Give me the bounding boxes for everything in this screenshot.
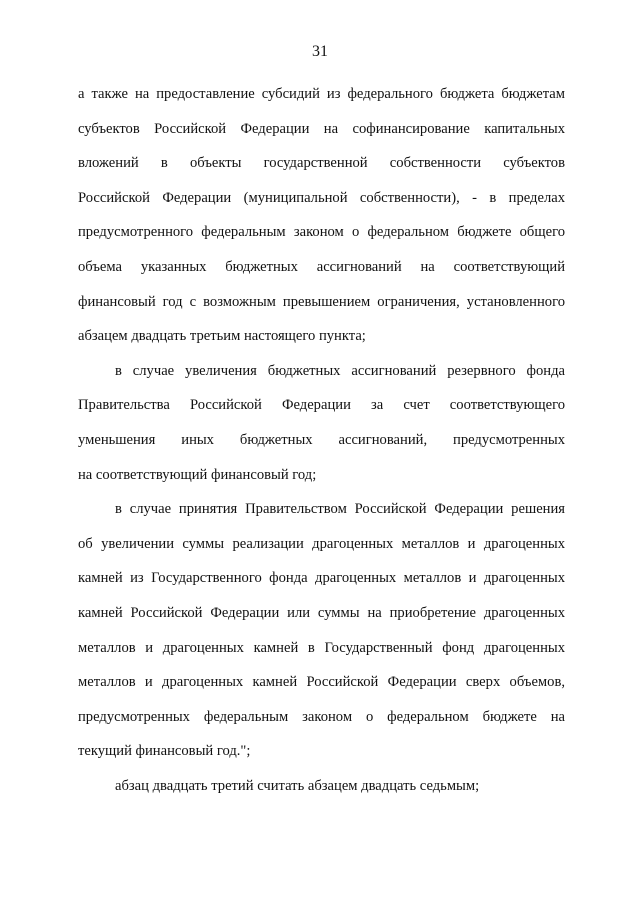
text-line: субъектов Российской Федерации на софинансирование капитальных — [78, 120, 565, 137]
text-line: уменьшения иных бюджетных ассигнований, предусмотренных — [78, 431, 565, 448]
paragraph-precious-metals — [78, 492, 565, 769]
text-line: финансовый год с возможным превышением ограничения, установленного — [78, 293, 565, 310]
text-line: абзацем двадцать третьим настоящего пункта; — [78, 328, 366, 345]
text-line: об увеличении суммы реализации драгоценных металлов и драгоценных — [78, 535, 565, 552]
text-line: Российской Федерации (муниципальной собственности), - в пределах — [78, 189, 565, 206]
text-line: а также на предоставление субсидий из федерального бюджета бюджетам — [78, 86, 565, 102]
text-line: Правительства Российской Федерации за счет соответствующего — [78, 397, 565, 414]
text-line: объема указанных бюджетных ассигнований на соответствующий — [78, 258, 565, 275]
text-line: камней из Государственного фонда драгоценных металлов и драгоценных — [78, 570, 565, 587]
text-line: абзац двадцать третий считать абзацем двадцать седьмым; — [115, 777, 480, 794]
text-line: металлов и драгоценных камней Российской Федерации сверх объемов, — [78, 674, 565, 691]
paragraph-subsidies — [78, 77, 565, 354]
paragraph-renumbering — [78, 769, 565, 804]
text-line: предусмотренного федеральным законом о федеральном бюджете общего — [78, 224, 565, 241]
text-line: текущий финансовый год."; — [78, 743, 251, 760]
text-line: в случае принятия Правительством Российской Федерации решения — [115, 501, 565, 518]
document-body — [78, 77, 565, 803]
text-line: вложений в объекты государственной собственности субъектов — [78, 155, 565, 172]
text-line: камней Российской Федерации или суммы на приобретение драгоценных — [78, 604, 565, 621]
paragraph-reserve-fund — [78, 354, 565, 492]
text-line: металлов и драгоценных камней в Государственный фонд драгоценных — [78, 639, 565, 656]
page-number: 31 — [312, 43, 328, 60]
text-line: в случае увеличения бюджетных ассигнований резервного фонда — [115, 362, 565, 379]
text-line: на соответствующий финансовый год; — [78, 466, 317, 483]
text-line: предусмотренных федеральным законом о федеральном бюджете на — [78, 708, 565, 725]
